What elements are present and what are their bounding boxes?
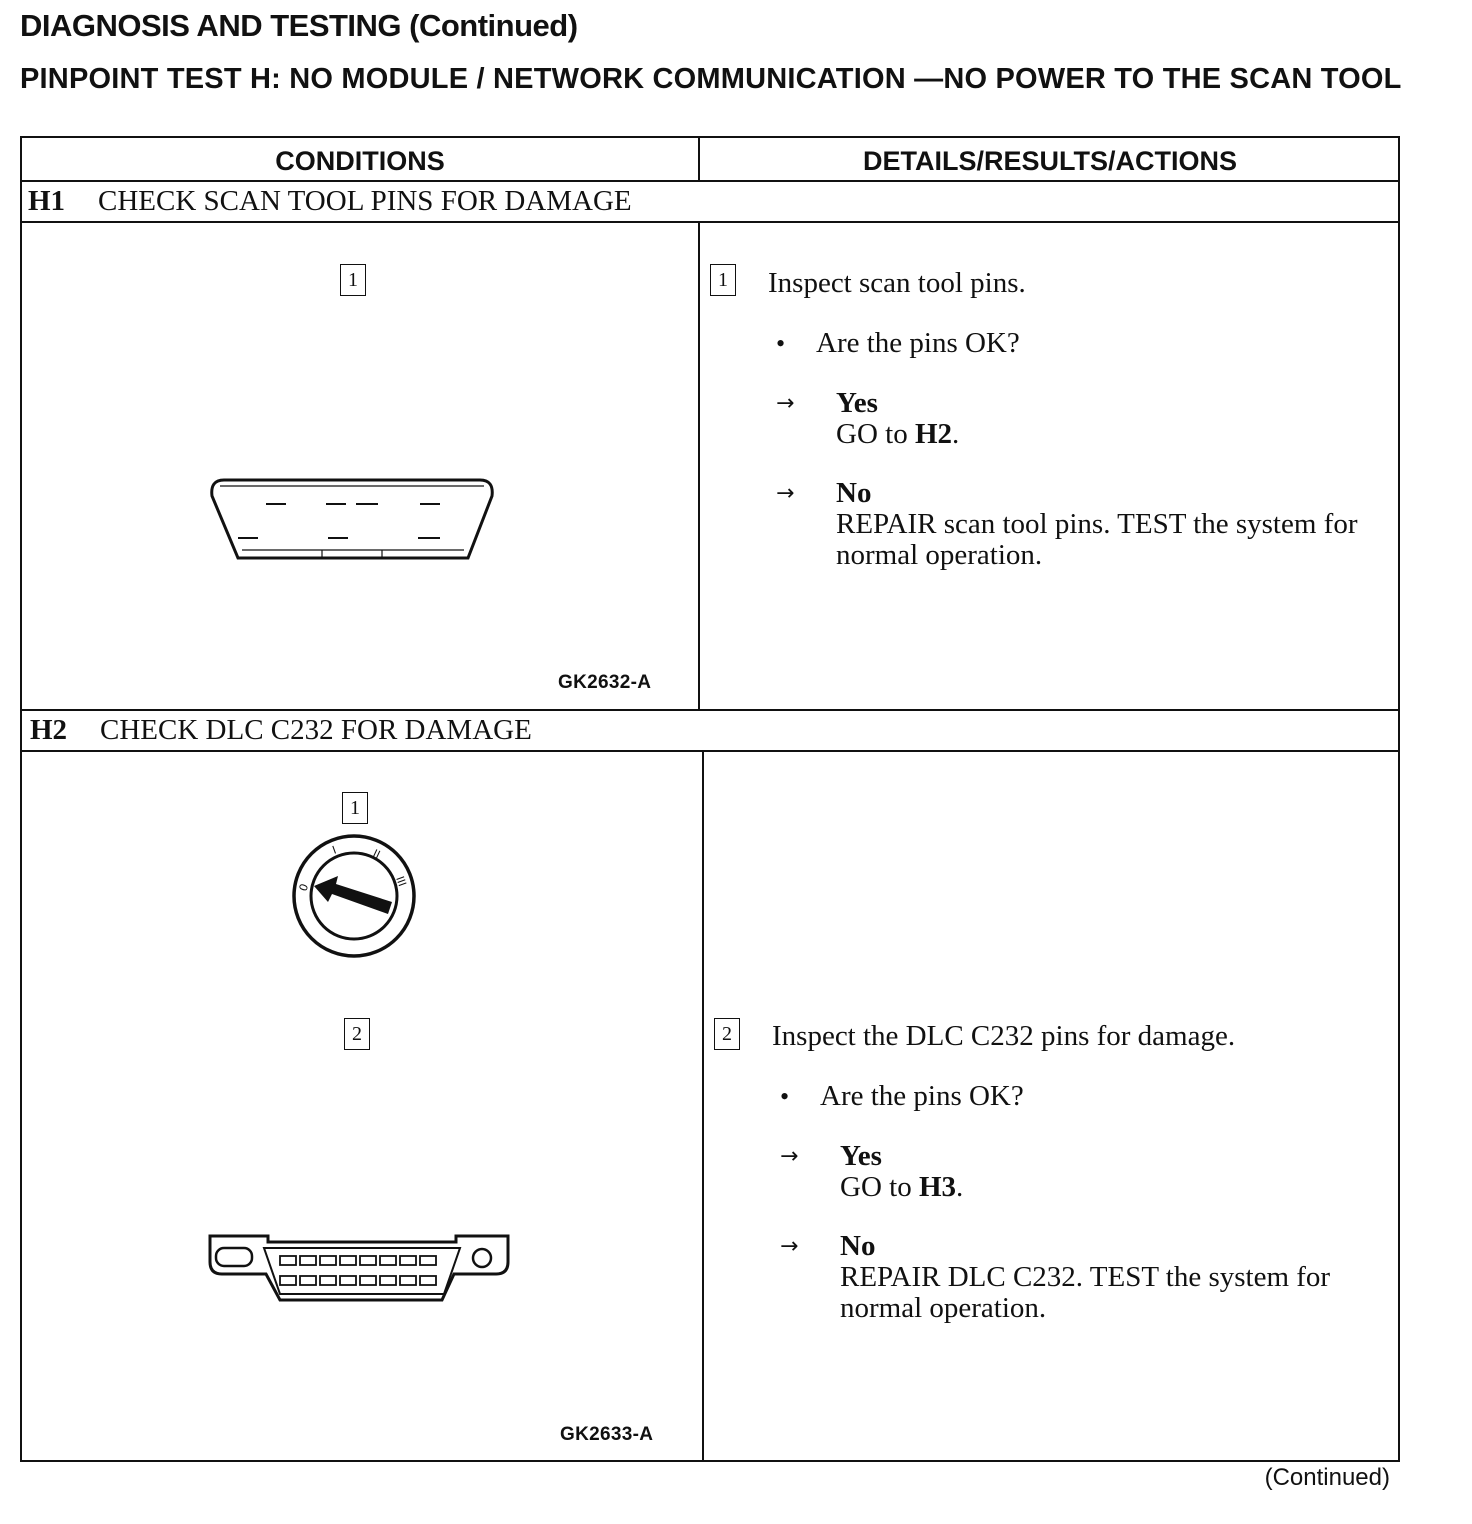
yes-prefix: GO to	[836, 418, 915, 450]
ignition-switch-illustration	[288, 828, 428, 968]
callout-box: 2	[714, 1018, 740, 1050]
h1-title-divider	[22, 221, 1398, 223]
pinpoint-test-table	[20, 136, 1400, 1462]
bullet: •	[780, 1082, 790, 1111]
no-result	[840, 1231, 1370, 1324]
h2-title-divider	[22, 750, 1398, 752]
svg-text:I: I	[330, 843, 339, 857]
svg-text:0: 0	[296, 882, 312, 894]
no-text: REPAIR scan tool pins. TEST the system for normal operation.	[836, 508, 1358, 571]
continued-footer: (Continued)	[1264, 1464, 1390, 1491]
no-label: No	[836, 477, 872, 509]
callout-box: 2	[344, 1018, 370, 1050]
step-title: CHECK DLC C232 FOR DAMAGE	[100, 714, 532, 746]
yes-suffix: .	[956, 1171, 964, 1203]
callout-box: 1	[342, 792, 368, 824]
goto-target: H2	[914, 418, 953, 450]
svg-text:II: II	[370, 846, 383, 862]
step-id: H2	[30, 714, 68, 746]
action-instruction: Inspect the DLC C232 pins for damage.	[772, 1020, 1236, 1052]
step-h1-heading	[28, 182, 632, 220]
no-result	[836, 478, 1396, 571]
yes-result	[840, 1141, 1400, 1203]
arrow-icon: →	[780, 1234, 799, 1259]
dlc-connector-illustration	[204, 1228, 514, 1308]
test-question: Are the pins OK?	[816, 327, 1020, 359]
scan-tool-connector-illustration	[202, 470, 502, 566]
page-title: DIAGNOSIS AND TESTING (Continued)	[20, 8, 578, 43]
yes-label: Yes	[836, 387, 878, 419]
callout-box: 1	[340, 264, 366, 296]
yes-label: Yes	[840, 1140, 882, 1172]
bullet: •	[776, 329, 786, 358]
svg-text:III: III	[393, 874, 409, 889]
arrow-icon: →	[776, 391, 795, 416]
pinpoint-test-title: PINPOINT TEST H: NO MODULE / NETWORK COMMUNICATION —NO POWER TO THE SCAN TOOL	[20, 63, 1402, 95]
step-h2-heading	[30, 711, 532, 749]
goto-target: H3	[918, 1171, 957, 1203]
test-question: Are the pins OK?	[820, 1080, 1024, 1112]
yes-result	[836, 388, 1396, 450]
action-instruction: Inspect scan tool pins.	[768, 267, 1026, 299]
step-title: CHECK SCAN TOOL PINS FOR DAMAGE	[98, 185, 632, 217]
arrow-icon: →	[776, 481, 795, 506]
details-header: DETAILS/RESULTS/ACTIONS	[862, 146, 1237, 176]
no-label: No	[840, 1230, 876, 1262]
figure-code: GK2632-A	[558, 672, 652, 693]
arrow-icon: →	[780, 1144, 799, 1169]
step-id: H1	[28, 185, 66, 217]
callout-box: 1	[710, 264, 736, 296]
conditions-header: CONDITIONS	[275, 146, 445, 176]
yes-prefix: GO to	[840, 1171, 919, 1203]
yes-suffix: .	[952, 418, 960, 450]
column-divider	[698, 221, 700, 711]
column-divider	[702, 750, 704, 1462]
no-text: REPAIR DLC C232. TEST the system for normal operation.	[840, 1261, 1331, 1324]
figure-code: GK2633-A	[560, 1424, 654, 1445]
